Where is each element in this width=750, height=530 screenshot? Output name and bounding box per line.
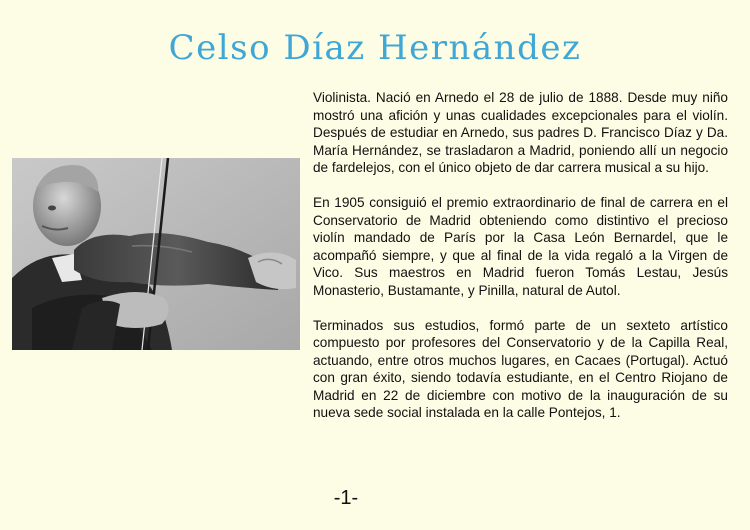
paragraph-3: Terminados sus estudios, formó parte de un sexteto artístico compuesto por profesores del Conservatorio y de la Capilla Real, actuando, entre otros muchos lugares, en Cacaes (Portugal). Actuó con gran éxito, siendo todavía estudiante, en el Centro Riojano de Madrid en 22 de diciembre con motivo de la inauguración de su nueva sede social instalada en la calle Pontejos, 1. (313, 317, 728, 420)
paragraph-1: Violinista. Nació en Arnedo el 28 de julio de 1888. Desde muy niño mostró una afición y unas cualidades excepcionales para el violín. Después de estudiar en Arnedo, sus padres D. Francisco Díaz y Da. María Hernández, se trasladaron a Madrid, poniendo allí un negocio de fardelejos, con el único objeto de dar carrera musical a su hijo. (313, 90, 728, 175)
article-text (313, 89, 728, 439)
page-title: Celso Díaz Hernández (168, 28, 582, 68)
portrait-photo (12, 158, 300, 350)
page-number: -1- (333, 487, 359, 509)
paragraph-2: En 1905 consiguió el premio extraordinario de final de carrera en el Conservatorio de Madrid obteniendo como distintivo el precioso violín mandado de París por la Casa León Bernardel, que le acompañó siempre, y que al final de la vida regaló a la Virgen de Vico. Sus maestros en Madrid fueron Tomás Lestau, Jesús Monasterio, Bustamante, y Pinilla, natural de Autol. (313, 195, 728, 298)
